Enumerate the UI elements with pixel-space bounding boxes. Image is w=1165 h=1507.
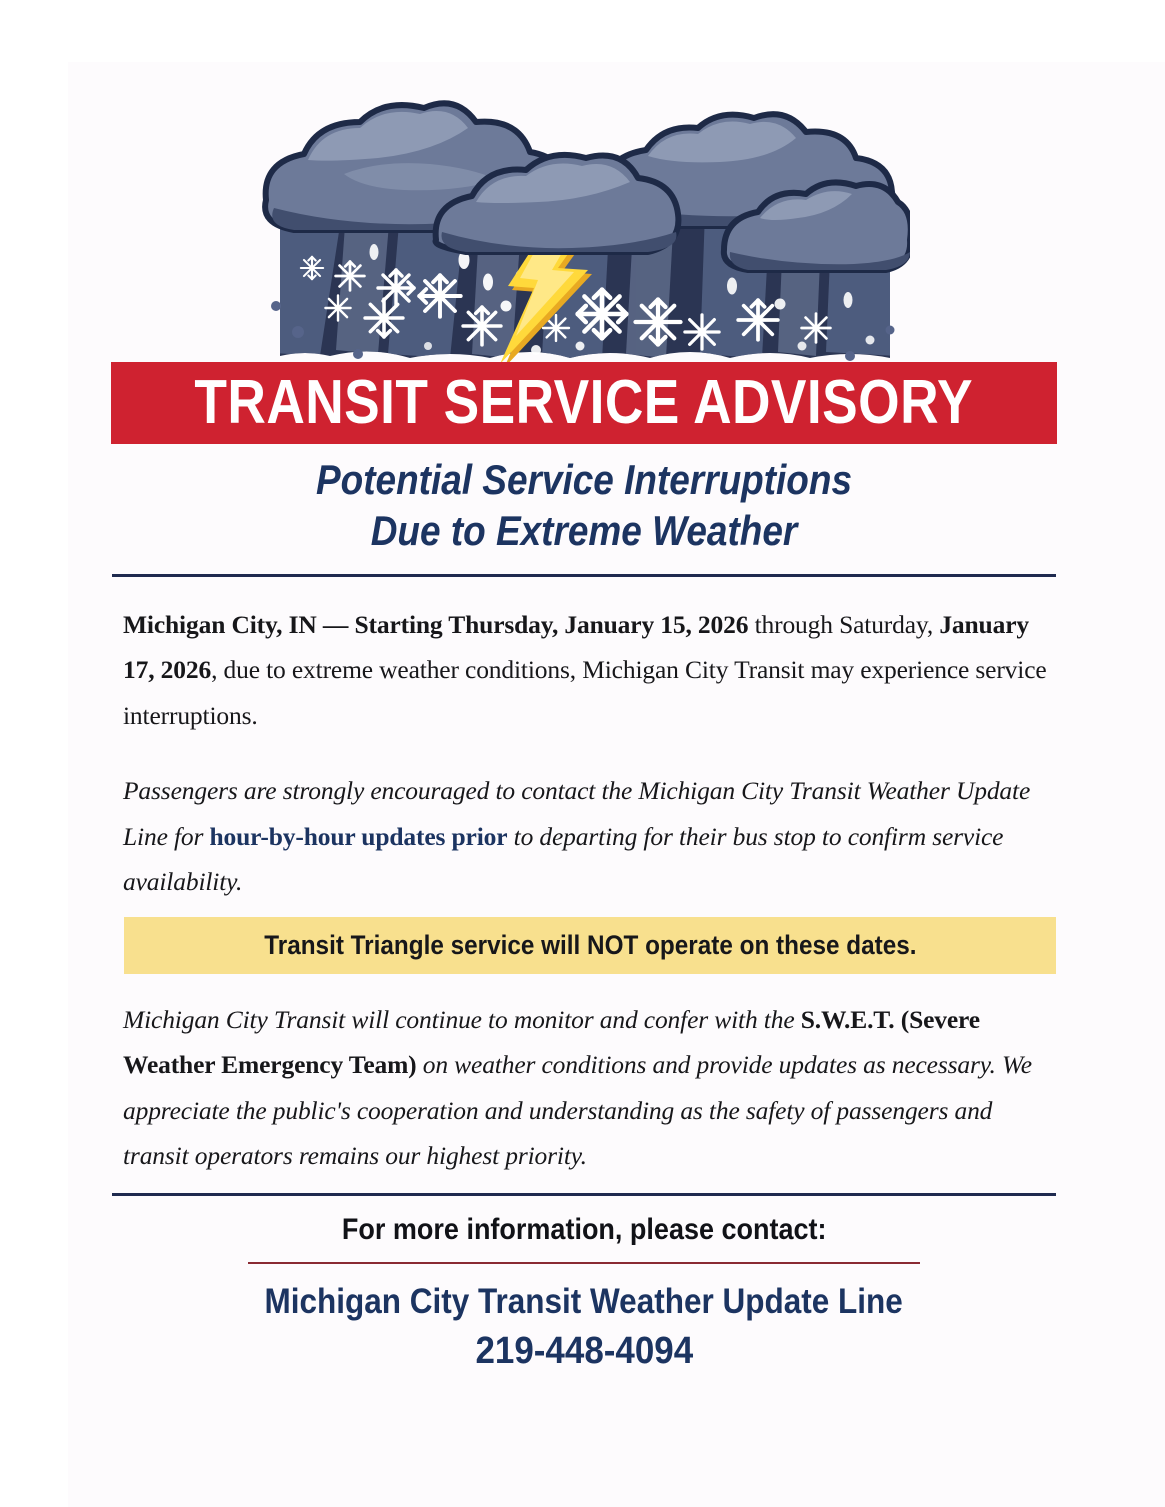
contact-footer (111, 1212, 1057, 1376)
body-content (123, 602, 1053, 934)
subtitle-line-1: Potential Service Interruptions (315, 456, 853, 503)
paragraph-passengers (123, 768, 1053, 904)
divider-bottom (112, 1193, 1056, 1196)
contact-lead (111, 1212, 1057, 1248)
paragraph-passengers-emphasis: hour-by-hour updates prior (209, 821, 508, 851)
no-service-callout-text: Transit Triangle service will NOT operate on these dates. (263, 930, 917, 960)
contact-lead-text: For more information, please contact: (341, 1213, 827, 1246)
contact-name-text: Michigan City Transit Weather Update Line (264, 1282, 904, 1321)
paragraph-dates-lead: Michigan City, IN — Starting Thursday, January 15, 2026 (123, 610, 749, 639)
contact-name (111, 1280, 1057, 1325)
paragraph-swet-part2: on weather conditions and provide updates as necessary. We appreciate the public's cooperation and understanding as the safety of passengers and transit operators remains our highest priority. (123, 1050, 1032, 1171)
divider-top (112, 574, 1056, 577)
flyer-page (68, 62, 1165, 1507)
paragraph-swet-part1: Michigan City Transit will continue to monitor and confer with the (123, 1005, 801, 1034)
contact-phone-text: 219-448-4094 (475, 1329, 693, 1372)
no-service-callout (124, 917, 1056, 974)
paragraph-dates-tail: , due to extreme weather conditions, Michigan City Transit may experience service interruptions. (123, 655, 1047, 730)
contact-phone[interactable] (111, 1327, 1057, 1376)
subtitle-line-2: Due to Extreme Weather (370, 507, 798, 555)
paragraph-swet (123, 997, 1053, 1179)
paragraph-dates-enddate: January 17, 2026 (123, 610, 1029, 685)
subtitle (111, 454, 1057, 556)
paragraph-passengers-part2: to departing for their bus stop to confirm service availability. (123, 821, 1004, 896)
paragraph-swet-bold: S.W.E.T. (Severe Weather Emergency Team) (123, 1005, 980, 1080)
paragraph-dates (123, 602, 1053, 738)
advisory-banner (111, 362, 1057, 444)
body-content-lower (123, 997, 1053, 1209)
divider-red (248, 1262, 920, 1264)
paragraph-passengers-part1: Passengers are strongly encouraged to contact the Michigan City Transit Weather Update Line for (123, 776, 1031, 851)
banner-title: TRANSIT SERVICE ADVISORY (194, 368, 974, 437)
storm-clouds-snow-lightning-icon (250, 100, 910, 362)
paragraph-dates-mid: through Saturday, (748, 610, 934, 639)
